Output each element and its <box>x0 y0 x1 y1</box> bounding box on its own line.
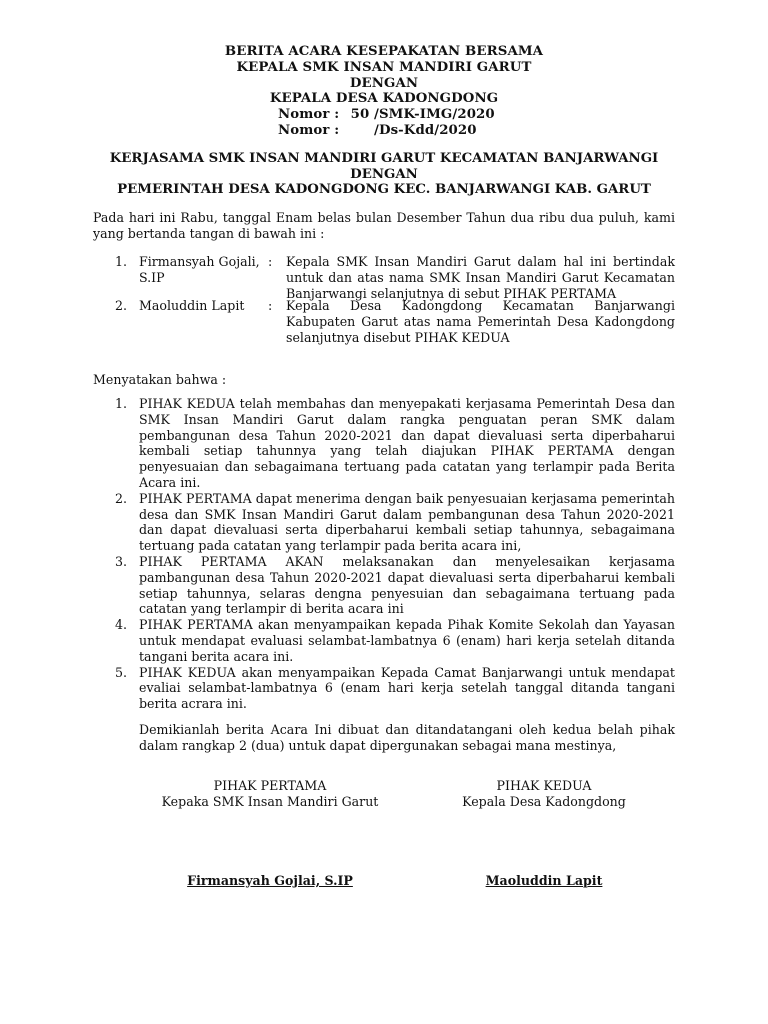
party-colon: : <box>268 254 273 269</box>
signature-block-right <box>416 778 672 888</box>
point-text: PIHAK KEDUA akan menyampaikan Kepada Camat Banjarwangi untuk mendapat evaliai selambat-lambatnya 6 (enam hari kerja setelah tanggal ditanda tangani berita acrara ini. <box>139 664 675 712</box>
signature-block-left <box>139 778 401 888</box>
list-item <box>93 554 675 617</box>
signature-name: Maoluddin Lapit <box>485 872 603 888</box>
party-role: Kepala Desa Kadongdong Kecamatan Banjarwangi Kabupaten Garut atas nama Pemerintah Desa Kadongdong selanjutnya disebut PIHAK KEDUA <box>286 298 675 345</box>
signature-party: PIHAK KEDUA <box>496 778 592 793</box>
point-text: PIHAK PERTAMA dapat menerima dengan baik penyesuaian kerjasama pemerintah desa dan SMK Insan Mandiri Garut dalam pembangunan desa Tahun 2020-2021 dan dapat dievaluasi serta diperbaharui kembali setiap tahunnya, sebagaimana tertuang pada catatan yang terlampir pada berita acara ini, <box>139 490 675 554</box>
signature-position: Kepala Desa Kadongdong <box>462 793 626 809</box>
signature-name: Firmansyah Gojlai, S.IP <box>187 872 353 888</box>
title-line: KEPALA SMK INSAN MANDIRI GARUT <box>236 59 532 75</box>
party-name: Firmansyah Gojali, S.IP <box>139 254 260 285</box>
point-number: 1. <box>115 396 128 411</box>
nomor-code: /SMK-IMG/2020 <box>374 107 495 123</box>
subtitle-line: DENGAN <box>350 166 418 182</box>
closing-paragraph: Demikianlah berita Acara Ini dibuat dan ditandatangani oleh kedua belah pihak dalam rangkap 2 (dua) untuk dapat dipergunakan sebagai mana mestinya, <box>139 722 675 753</box>
point-text: PIHAK PERTAMA akan menyampaikan kepada Pihak Komite Sekolah dan Yayasan untuk mendapat evaluasi selambat-lambatnya 6 (enam) hari kerja setelah ditanda tangani berita acara ini. <box>139 617 675 664</box>
subtitle-line: PEMERINTAH DESA KADONGDONG KEC. BANJARWANGI KAB. GARUT <box>117 182 651 197</box>
point-text: PIHAK PERTAMA AKAN melaksanakan dan menyelesaikan kerjasama pambangunan desa Tahun 2020-2021 dapat dievaluasi serta diperbaharui kembali setiap tahunnya, selaras dengna penyesuian dan sebagaimana tertuang pada catatan yang terlampir di berita acara ini <box>139 553 675 617</box>
document-title <box>0 44 768 139</box>
list-item <box>93 396 675 491</box>
nomor-label: Nomor : <box>278 122 340 138</box>
document-subtitle <box>0 151 768 198</box>
point-number: 3. <box>115 553 128 569</box>
list-item <box>93 617 675 664</box>
signature-party: PIHAK PERTAMA <box>213 778 327 793</box>
nomor-code: /Ds-Kdd/2020 <box>374 122 477 138</box>
title-line: DENGAN <box>349 75 419 91</box>
list-item <box>93 491 675 554</box>
subtitle-line: KERJASAMA SMK INSAN MANDIRI GARUT KECAMATAN BANJARWANGI <box>109 151 659 166</box>
party-number: 2. <box>115 298 128 313</box>
statement-heading: Menyatakan bahwa : <box>93 372 227 387</box>
point-number: 5. <box>115 664 128 680</box>
intro-paragraph: Pada hari ini Rabu, tanggal Enam belas bulan Desember Tahun dua ribu dua puluh, kami yang bertanda tangan di bawah ini : <box>93 210 675 241</box>
agreement-points-list <box>93 396 675 712</box>
nomor-line-1 <box>0 107 768 123</box>
point-number: 2. <box>115 490 128 506</box>
title-line: KEPALA DESA KADONGDONG <box>269 91 499 107</box>
point-number: 4. <box>115 617 128 633</box>
party-role: Kepala SMK Insan Mandiri Garut dalam hal ini bertindak untuk dan atas nama SMK Insan Mandiri Garut Kecamatan Banjarwangi selanjutnya di sebut PIHAK PERTAMA <box>286 254 675 301</box>
party-name: Maoluddin Lapit <box>139 298 245 313</box>
party-colon: : <box>268 298 273 313</box>
party-number: 1. <box>115 254 128 269</box>
nomor-line-2 <box>0 123 768 139</box>
point-text: PIHAK KEDUA telah membahas dan menyepakati kerjasama Pemerintah Desa dan SMK Insan Mandiri Garut dalam rangka penguatan peran SMK dalam pembangunan desa Tahun 2020-2021 dan dapat dievaluasi serta diperbaharui kembali setiap tahunnya yang telah diajukan PIHAK PERTAMA dengan penyesuaian dan sebagaimana tertuang pada catatan yang terlampir pada Berita Acara ini. <box>139 396 675 490</box>
list-item <box>93 665 675 712</box>
nomor-number: 50 <box>350 107 370 123</box>
title-line: BERITA ACARA KESEPAKATAN BERSAMA <box>224 44 544 59</box>
signature-position: Kepaka SMK Insan Mandiri Garut <box>161 793 379 809</box>
nomor-label: Nomor : <box>278 107 340 123</box>
